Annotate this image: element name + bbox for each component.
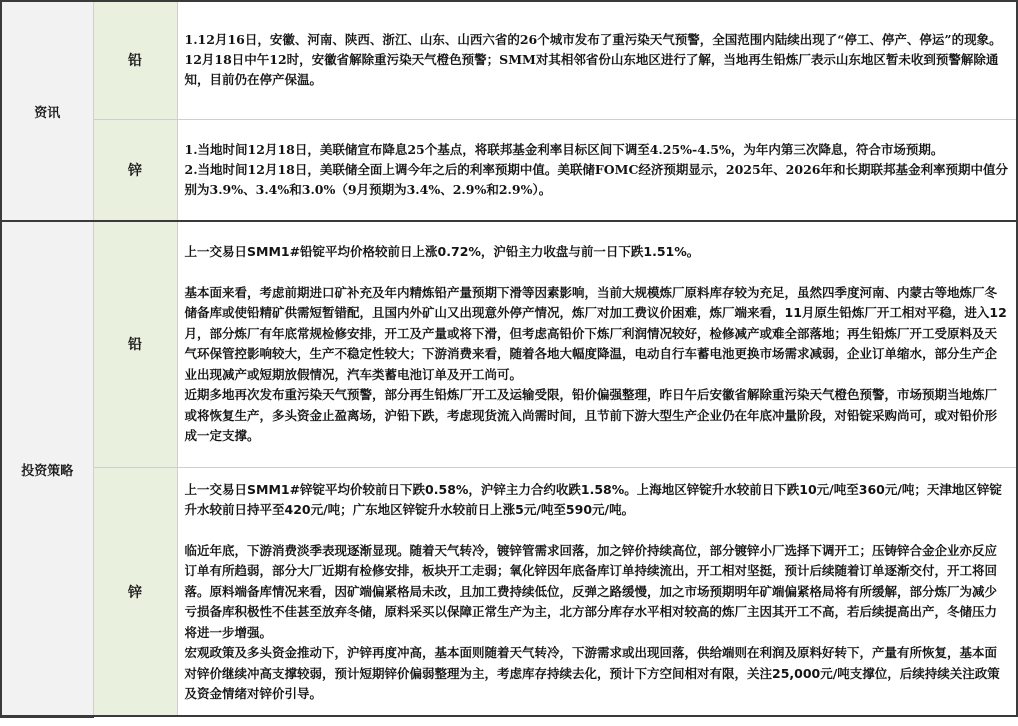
strategy-zinc-content — [177, 467, 1017, 717]
strategy-lead-paragraph-1: 基本面来看，考虑前期进口矿补充及年内精炼铅产量预期下滑等因素影响，当前大规模炼厂原料库存较为充足，虽然四季度河南、内蒙古等地炼厂冬储备库或使铅精矿供需短暂错配，且国内外矿山又出现意外停产情况，炼厂对加工费议价困难，炼厂端来看，11月原生铅炼厂开工相对平稳，进入12月，部分炼厂有年底常规检修安排，开工及产量或将下滑，但考虑高铅价下炼厂利润情况较好，检修减产或难全部落地；再生铅炼厂开工受原料及天气环保管控影响较大，生产不稳定性较大；下游消费来看，随着各地大幅度降温，电动自行车蓄电池更换市场需求减弱，企业订单缩水，部分生产企业出现减产或短期放假情况，汽车类蓄电池订单及开工尚可。 — [184, 284, 1007, 382]
news-lead-row — [1, 1, 1017, 119]
news-zinc-paragraph-2: 2.当地时间12月18日，美联储全面上调今年之后的利率预期中值。美联储FOMC经济预期显示，2025年、2026年和长期联邦基金利率预期中值分别为3.9%、3.4%和3.0%（9月预期为3.4%、2.9%和2.9%）。 — [184, 161, 1008, 197]
next-section-border — [0, 715, 1018, 726]
strategy-zinc-paragraph-2: 宏观政策及多头资金推动下，沪锌再度冲高，基本面则随着天气转冷，下游需求或出现回落，供给端则在利润及原料好转下，产量有所恢复，基本面对锌价继续冲高支撑较弱，预计短期锌价偏弱整理为主，考虑库存持续去化，预计下方空间相对有限，关注25,000元/吨支撑位，后续持续关注政策及资金情绪对锌价引导。 — [184, 645, 1000, 702]
news-lead-content — [177, 1, 1017, 119]
strategy-zinc-paragraph-1: 临近年底，下游消费淡季表现逐渐显现。随着天气转冷，镀锌管需求回落，加之锌价持续高位，部分镀锌小厂选择下调开工；压铸锌合金企业亦反应订单有所趋弱，部分大厂近期有检修安排，板块开工走弱；氧化锌因年底备库订单持续流出，开工相对坚挺，预计后续随着订单逐渐交付，开工将回落。原料端备库情况来看，因矿端偏紧格局未改，且加工费持续低位，反弹之路缓慢，加之市场预期明年矿端偏紧格局将有所缓解，部分炼厂为减少亏损备库积极性不佳甚至放弃冬储，原料采买以保障正常生产为主，北方部分库存水平相对较高的炼厂主因其开工不高，若后续提高出产，冬储压力将进一步增强。 — [184, 542, 998, 640]
strategy-lead-paragraph-2: 近期多地再次发布重污染天气预警，部分再生铅炼厂开工及运输受限，铅价偏强整理，昨日午后安徽省解除重污染天气橙色预警，市场预期当地炼厂或将恢复生产，多头资金止盈离场，沪铅下跌，考虑现货流入尚需时间，且节前下游大型生产企业仍在年底冲量阶段，对铅锭采购尚可，或对铅价形成一定支撑。 — [184, 387, 998, 443]
strategy-zinc-summary: 上一交易日SMM1#锌锭平均价较前日下跌0.58%，沪锌主力合约收跌1.58%。上海地区锌锭升水较前日下跌10元/吨至360元/吨；天津地区锌锭升水较前日持平至420元/吨；广东地区锌锭升水较前日上涨5元/吨至590元/吨。 — [184, 481, 1002, 518]
strategy-lead-content — [177, 221, 1017, 467]
news-section-label: 资讯 — [1, 1, 93, 221]
strategy-lead-row — [1, 221, 1017, 467]
news-zinc-content — [177, 119, 1017, 221]
paragraph-spacer — [185, 521, 1009, 541]
strategy-zinc-row — [1, 467, 1017, 717]
news-zinc-row — [1, 119, 1017, 221]
strategy-lead-summary: 上一交易日SMM1#铅锭平均价格较前日上涨0.72%，沪铅主力收盘与前一日下跌1.51%。 — [184, 244, 700, 259]
strategy-zinc-label: 锌 — [93, 467, 177, 717]
strategy-lead-label: 铅 — [93, 221, 177, 467]
news-lead-label: 铅 — [93, 1, 177, 119]
strategy-section-label: 投资策略 — [1, 221, 93, 717]
news-zinc-paragraph-1: 1.当地时间12月18日，美联储宣布降息25个基点，将联邦基金利率目标区间下调至4.25%-4.5%，为年内第三次降息，符合市场预期。 — [184, 141, 944, 157]
news-lead-paragraph: 1.12月16日，安徽、河南、陕西、浙江、山东、山西六省的26个城市发布了重污染天气预警，全国范围内陆续出现了“停工、停产、停运”的现象。12月18日中午12时，安徽省解除重污染天气橙色预警；SMM对其相邻省份山东地区进行了解，当地再生铅炼厂表示山东地区暂未收到预警解除通知，目前仍在停产保温。 — [184, 32, 1002, 88]
news-zinc-label: 锌 — [93, 119, 177, 221]
paragraph-spacer — [185, 263, 1009, 283]
